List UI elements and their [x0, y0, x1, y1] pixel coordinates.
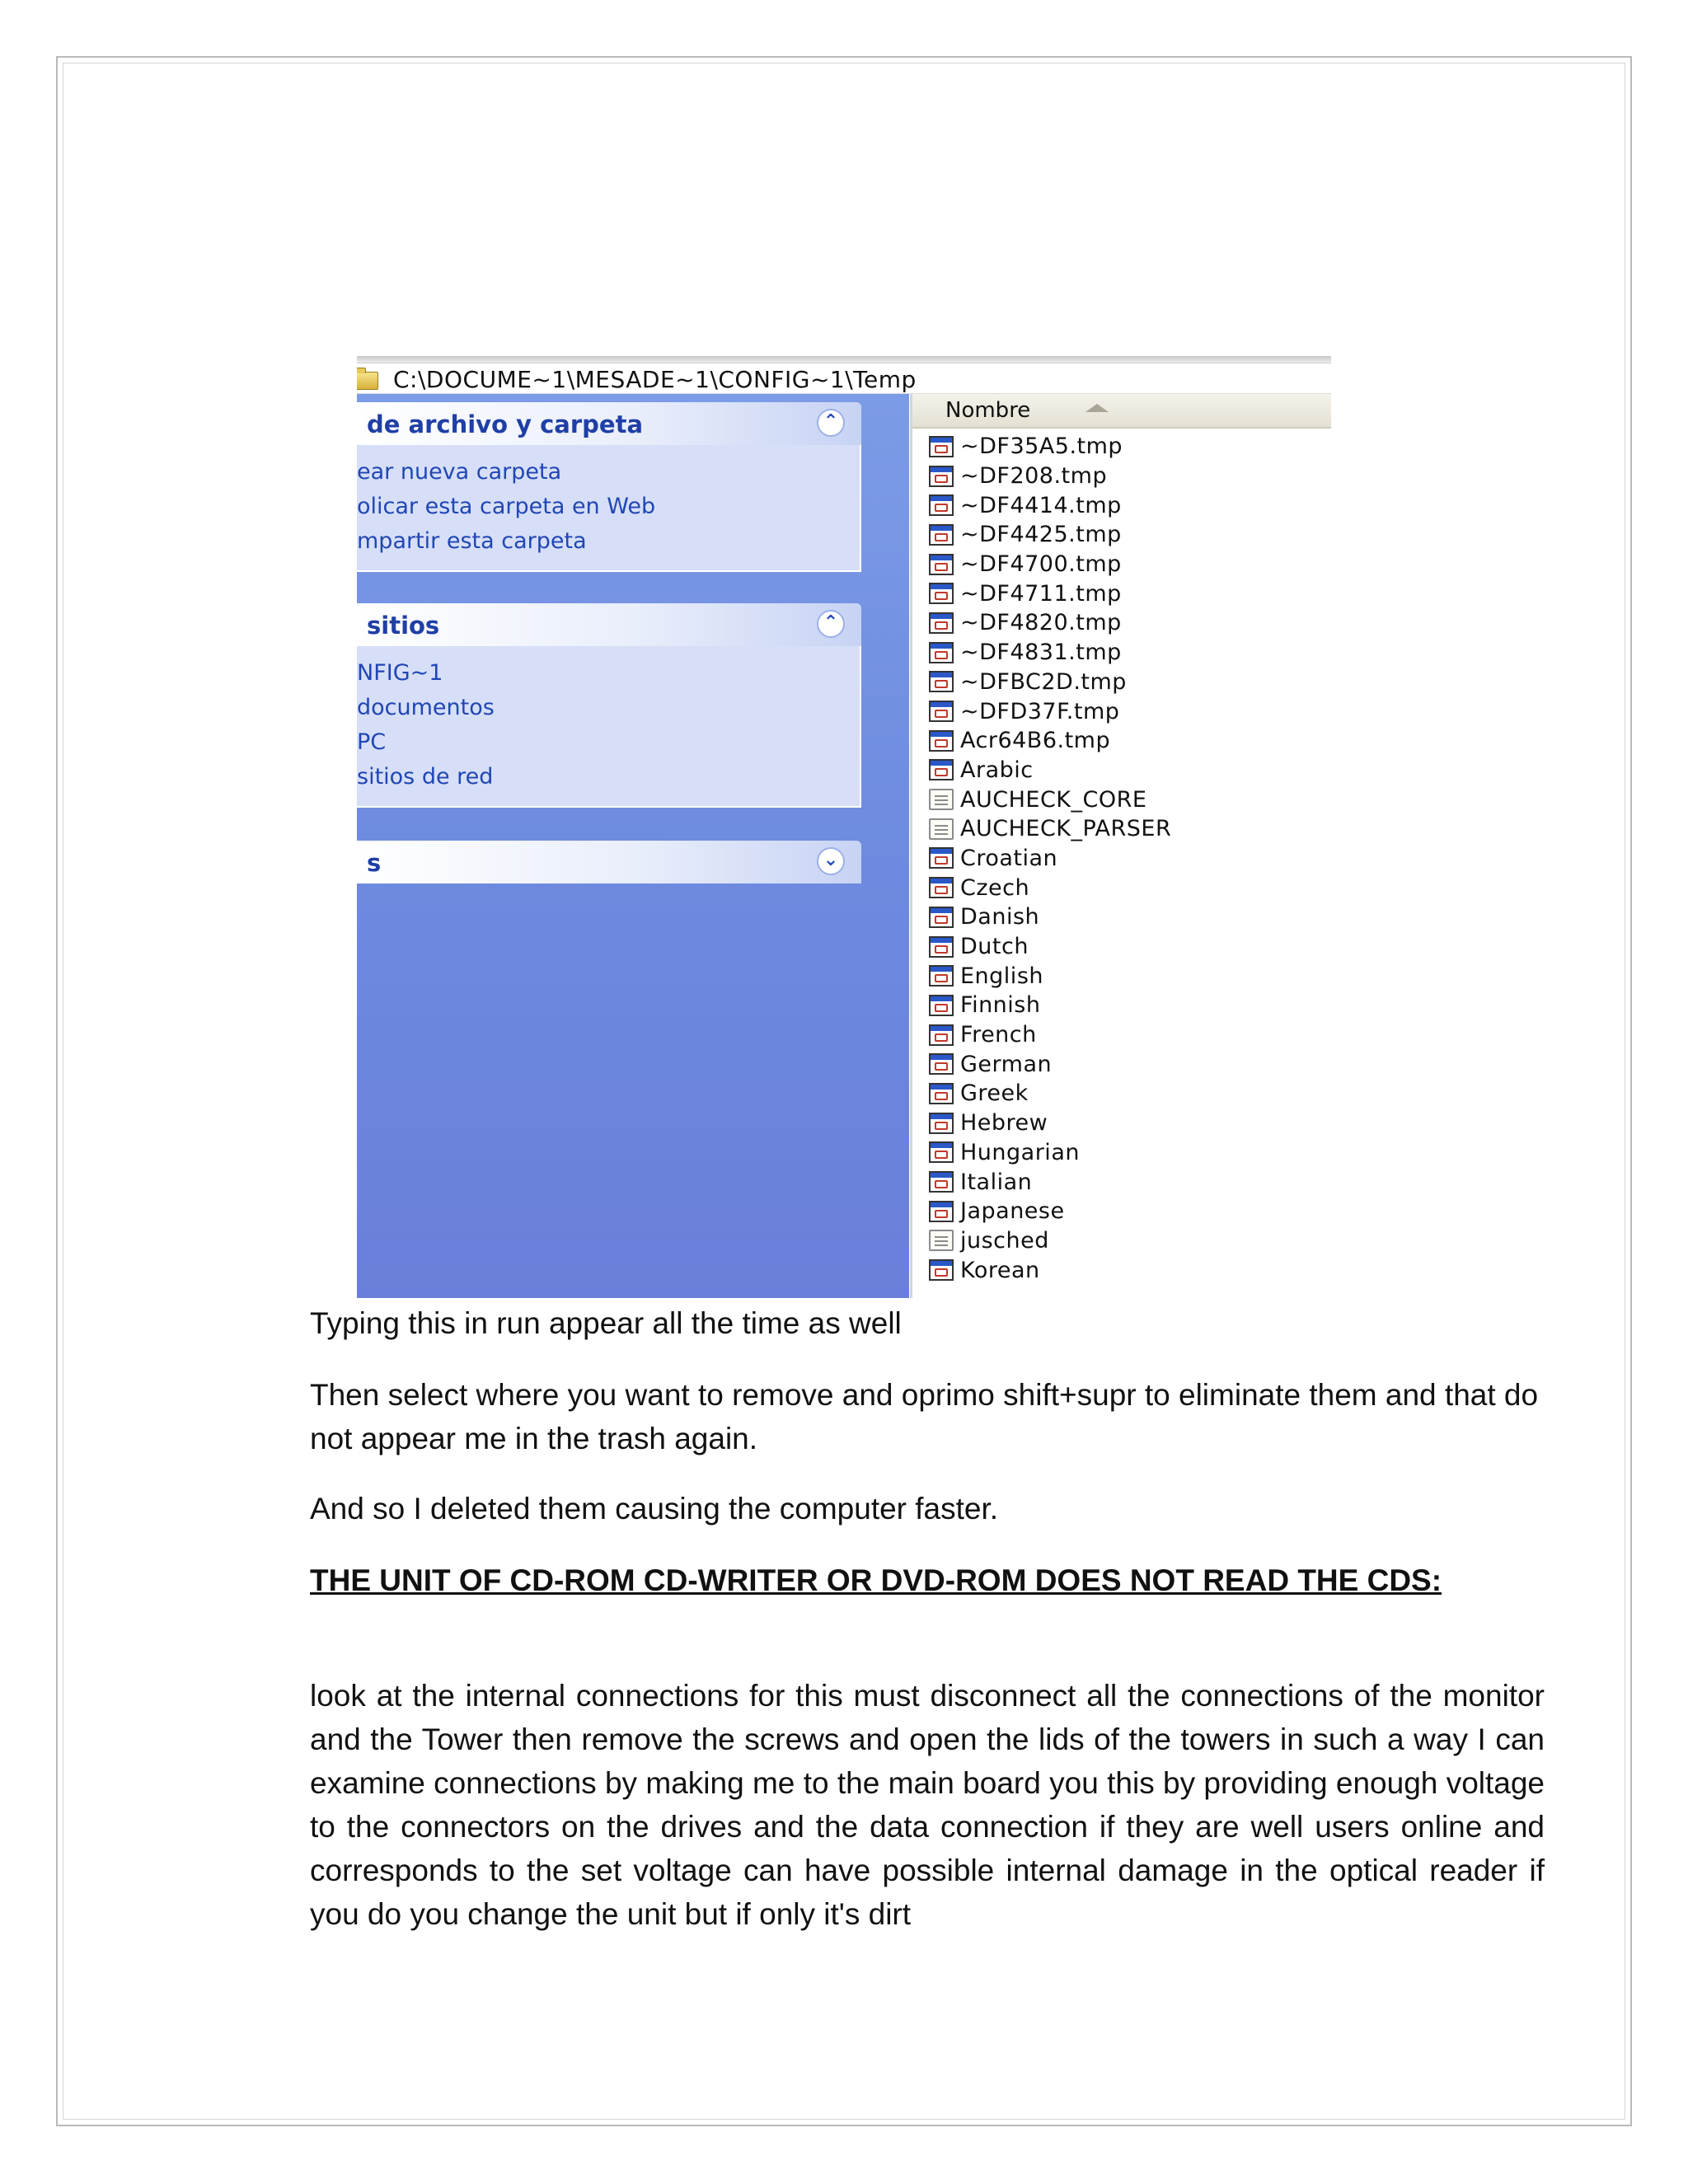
file-row[interactable] [929, 432, 1331, 462]
app-window-icon [929, 1171, 954, 1193]
app-window-icon [929, 936, 954, 958]
file-row[interactable] [929, 1167, 1331, 1197]
file-row[interactable] [929, 696, 1331, 726]
file-row[interactable] [929, 1138, 1331, 1168]
file-name: ~DF35A5.tmp [960, 434, 1123, 460]
file-row[interactable] [929, 873, 1331, 902]
file-name: ~DF4414.tmp [960, 492, 1122, 518]
file-name: English [960, 963, 1043, 989]
file-name: AUCHECK_CORE [960, 786, 1147, 813]
file-name: Korean [960, 1257, 1040, 1283]
app-window-icon [929, 642, 954, 663]
task-section-header[interactable] [357, 841, 861, 883]
column-header-label: Nombre [945, 398, 1031, 423]
task-link-share-folder[interactable]: mpartir esta carpeta [357, 528, 587, 554]
place-link-pc[interactable]: PC [357, 729, 387, 755]
app-window-icon [929, 701, 954, 722]
file-name: ~DF4425.tmp [960, 522, 1122, 548]
file-name: Japanese [960, 1198, 1065, 1225]
app-window-icon [929, 671, 954, 692]
task-link-publish-web[interactable]: olicar esta carpeta en Web [357, 494, 656, 519]
app-window-icon [929, 877, 954, 898]
task-link-new-folder[interactable]: ear nueva carpeta [357, 459, 562, 485]
address-path: C:\DOCUME~1\MESADE~1\CONFIG~1\Temp [393, 366, 917, 393]
file-name: Italian [960, 1169, 1033, 1195]
collapse-chevron-icon[interactable]: ⌃ [817, 409, 845, 437]
file-row[interactable] [929, 726, 1331, 756]
file-row[interactable] [929, 785, 1331, 814]
section-heading: THE UNIT OF CD-ROM CD-WRITER OR DVD-ROM DOES NOT READ THE CDS: [310, 1563, 1442, 1597]
file-row[interactable] [929, 1108, 1331, 1138]
file-name: Arabic [960, 757, 1034, 783]
task-section-body [357, 646, 861, 808]
expand-chevron-icon[interactable]: ⌄ [817, 847, 845, 875]
text-document-icon [929, 818, 954, 840]
file-row[interactable] [929, 1020, 1331, 1050]
file-row[interactable] [929, 902, 1331, 932]
folder-icon [357, 372, 378, 390]
app-window-icon [929, 907, 954, 928]
file-row[interactable] [929, 1255, 1331, 1285]
file-name: Danish [960, 904, 1040, 930]
file-name: Hungarian [960, 1139, 1080, 1165]
paragraph-deleted: And so I deleted them causing the computer faster. [310, 1492, 999, 1526]
file-row[interactable] [929, 814, 1331, 844]
app-window-icon [929, 1259, 954, 1281]
explorer-screenshot [357, 356, 1331, 1298]
file-name: ~DF4700.tmp [960, 551, 1122, 578]
window-top-edge [357, 356, 1331, 363]
app-window-icon [929, 436, 954, 457]
column-header-name[interactable] [912, 394, 1331, 429]
file-row[interactable] [929, 961, 1331, 991]
file-row[interactable] [929, 638, 1331, 668]
app-window-icon [929, 494, 954, 516]
file-name: Dutch [960, 934, 1029, 960]
sort-ascending-icon [1085, 404, 1109, 412]
file-list [910, 394, 1331, 1298]
file-name: ~DFD37F.tmp [960, 698, 1120, 724]
app-window-icon [929, 995, 954, 1016]
app-window-icon [929, 466, 954, 487]
file-row[interactable] [929, 1049, 1331, 1079]
app-window-icon [929, 1024, 954, 1046]
place-link-network[interactable]: sitios de red [357, 764, 494, 790]
file-name: Acr64B6.tmp [960, 728, 1111, 754]
paragraph-select: Then select where you want to remove and oprimo shift+supr to eliminate them and that do not appear me in the trash again. [310, 1378, 1539, 1455]
task-section-title: sitios [367, 612, 440, 640]
app-window-icon [929, 759, 954, 780]
file-name: Czech [960, 874, 1030, 901]
file-row[interactable] [929, 668, 1331, 697]
task-section-details [357, 841, 861, 883]
app-window-icon [929, 524, 954, 546]
task-section-body [357, 445, 861, 572]
file-name: ~DF4831.tmp [960, 640, 1122, 666]
file-name: German [960, 1051, 1053, 1077]
file-row[interactable] [929, 462, 1331, 491]
text-document-icon [929, 1230, 954, 1251]
file-name: French [960, 1022, 1037, 1048]
app-window-icon [929, 847, 954, 869]
task-section-places [357, 603, 861, 808]
app-window-icon [929, 1113, 954, 1134]
place-link-config[interactable]: NFIG~1 [357, 660, 443, 686]
app-window-icon [929, 1201, 954, 1222]
file-row[interactable] [929, 579, 1331, 608]
file-row[interactable] [929, 550, 1331, 579]
app-window-icon [929, 965, 954, 987]
file-row[interactable] [929, 1197, 1331, 1226]
app-window-icon [929, 1141, 954, 1163]
file-name: ~DF4711.tmp [960, 580, 1122, 607]
file-row[interactable] [929, 608, 1331, 638]
file-name: Finnish [960, 992, 1041, 1019]
address-bar[interactable] [357, 363, 1331, 394]
collapse-chevron-icon[interactable]: ⌃ [817, 610, 845, 638]
paragraph-connections: look at the internal connections for this must disconnect all the connections of the monitor and the Tower then remove the screws and open the lids of the towers in such a way I can examine connections by making me to the main board you this by providing enough voltage to the connectors on the drives and the data connection if they are well users online and corresponds to the set voltage can have possible internal damage in the optical reader if you do you change the unit but if only it's dirt [310, 1679, 1545, 1931]
place-link-documents[interactable]: documentos [357, 695, 495, 720]
screenshot-caption: Typing this in run appear all the time as well [310, 1306, 902, 1340]
task-section-title: de archivo y carpeta [367, 410, 644, 438]
app-window-icon [929, 554, 954, 575]
file-name: ~DF208.tmp [960, 463, 1108, 490]
app-window-icon [929, 1053, 954, 1075]
file-name: Croatian [960, 845, 1058, 871]
task-pane [357, 394, 909, 1298]
task-section-file-folder [357, 402, 861, 572]
file-name: AUCHECK_PARSER [960, 816, 1172, 842]
app-window-icon [929, 612, 954, 634]
file-row[interactable] [929, 490, 1331, 520]
task-section-title: s [367, 849, 382, 877]
app-window-icon [929, 583, 954, 604]
task-section-header[interactable] [357, 402, 861, 445]
app-window-icon [929, 730, 954, 752]
file-row[interactable] [929, 756, 1331, 785]
file-row[interactable] [929, 1226, 1331, 1256]
file-row[interactable] [929, 1079, 1331, 1108]
file-rows [929, 432, 1331, 1285]
task-section-header[interactable] [357, 603, 861, 646]
file-row[interactable] [929, 991, 1331, 1020]
text-document-icon [929, 789, 954, 810]
file-name: ~DF4820.tmp [960, 610, 1122, 636]
file-name: Hebrew [960, 1110, 1048, 1137]
file-name: Greek [960, 1080, 1029, 1107]
app-window-icon [929, 1083, 954, 1104]
file-name: jusched [960, 1227, 1049, 1254]
file-name: ~DFBC2D.tmp [960, 668, 1127, 695]
file-row[interactable] [929, 844, 1331, 874]
file-row[interactable] [929, 932, 1331, 962]
file-row[interactable] [929, 520, 1331, 550]
